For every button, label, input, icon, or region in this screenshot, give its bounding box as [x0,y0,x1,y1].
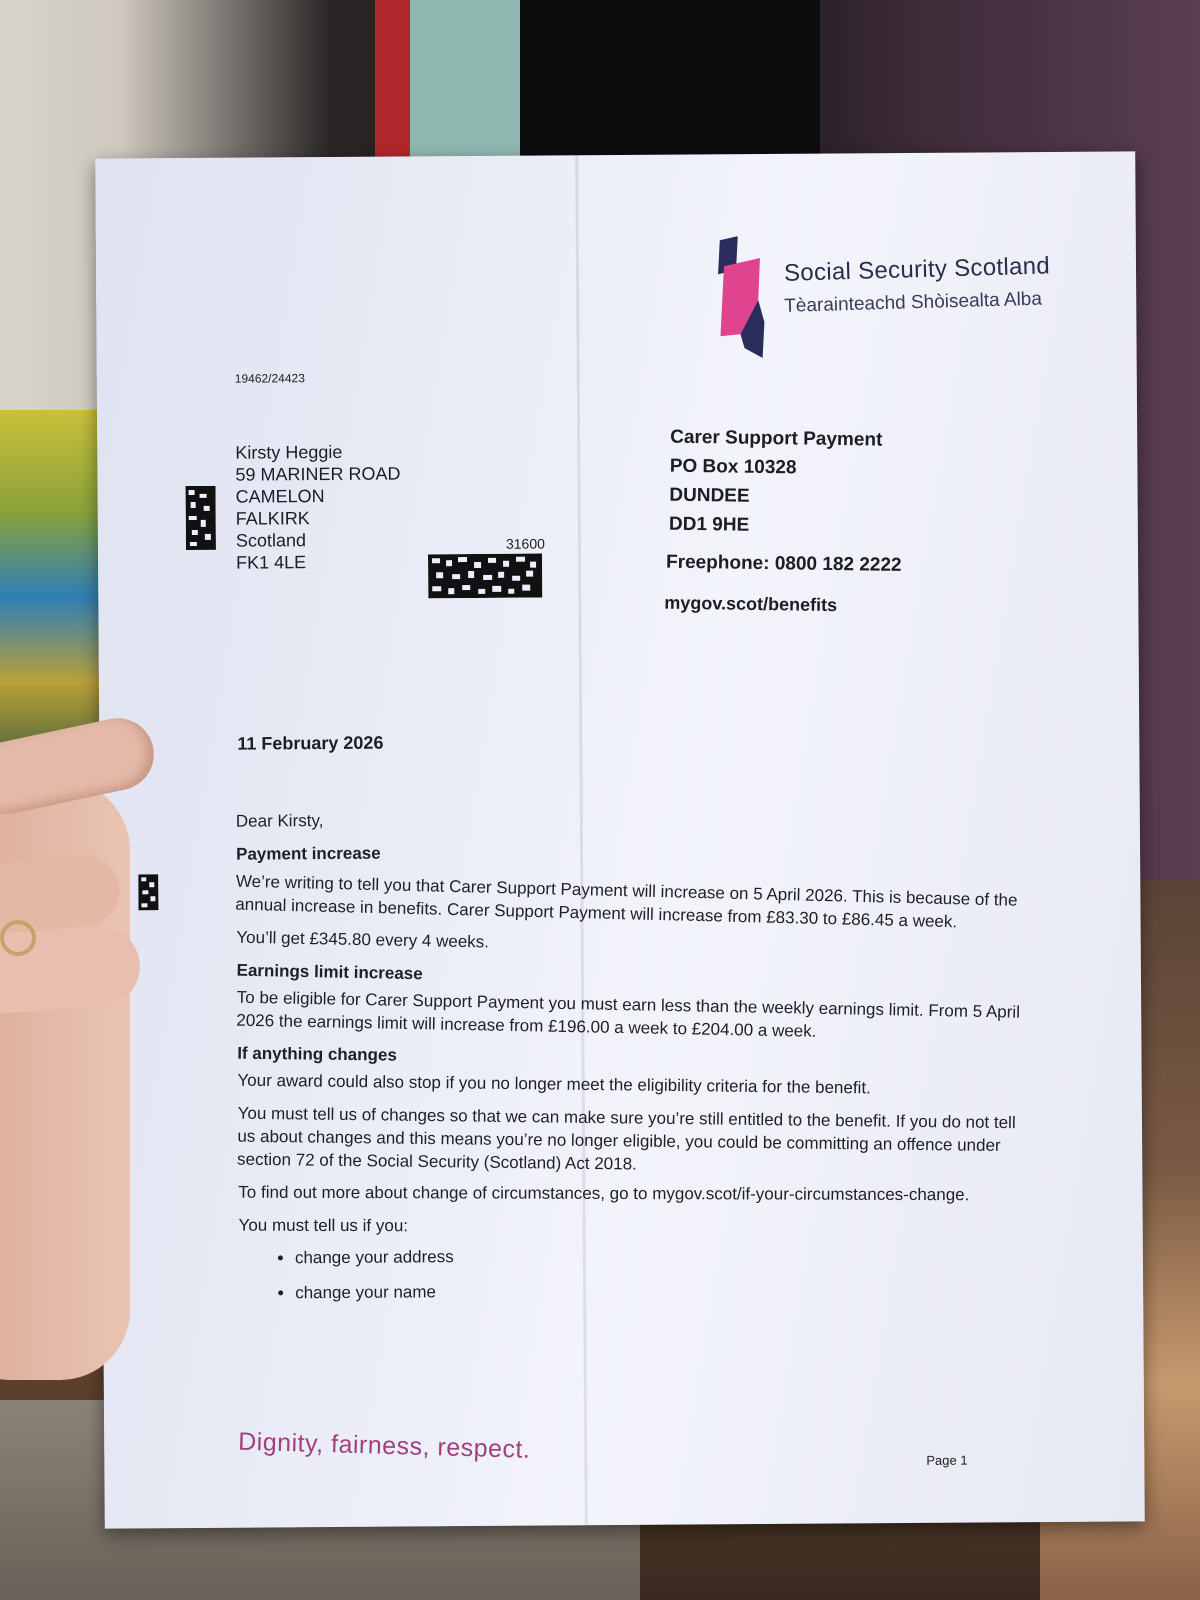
tagline: Dignity, fairness, respect. [237,1427,531,1464]
sender-line: Carer Support Payment [670,426,883,451]
org-name-gaelic: Tèarainteachd Shòisealta Alba [783,288,1043,317]
sender-line: DD1 9HE [668,513,750,536]
address-line: FALKIRK [235,508,310,529]
social-security-scotland-logo [714,236,775,358]
ring [0,920,36,956]
recipient-address [235,441,401,574]
payment-increase-heading: Payment increase [236,843,381,864]
address-line: Scotland [235,530,307,551]
letter-body [236,804,1040,1317]
org-name: Social Security Scotland [783,252,1051,287]
datamatrix-barcode [428,554,542,599]
list-item: • change your address [295,1241,1039,1269]
code-number: 31600 [505,535,545,552]
earnings-limit-text: To be eligible for Carer Support Payment you must earn less than the weekly earnings limit. From 5 April 2026 the earnings limit will increase from £196.00 a week to £204.00 a week. [236,987,1021,1041]
letter-paper [95,151,1145,1528]
reference-number: 19462/24423 [234,371,305,386]
address-line: CAMELON [235,486,325,507]
address-line: 59 MARINER ROAD [235,463,401,485]
salutation: Dear Kirsty, [235,811,324,831]
page-number: Page 1 [926,1452,968,1468]
website-link: mygov.scot/benefits [664,592,838,616]
address-line: FK1 4LE [235,552,307,573]
datamatrix-barcode-side [138,874,158,910]
sender-line: DUNDEE [669,484,750,507]
list-item: • change your name [295,1276,1039,1304]
background-teal-clothing [410,0,520,175]
if-anything-changes-heading: If anything changes [237,1043,398,1065]
earnings-limit-heading: Earnings limit increase [236,960,423,984]
freephone-number: Freephone: 0800 182 2222 [665,551,902,576]
must-tell-text: You must tell us if you: [238,1215,409,1236]
payment-increase-text: We’re writing to tell you that Carer Support Payment will increase on 5 April 2026. This is because of the annual increase in benefits. Carer Support Payment will increase from £83.30 to £86.45 a week. [235,871,1018,932]
letter-date: 11 February 2026 [237,732,384,754]
sender-address [669,427,883,546]
changes-list [239,1241,1039,1305]
sender-line: PO Box 10328 [669,455,797,479]
background-dark-clothing [520,0,820,165]
changes-text-2: You must tell us of changes so that we can make sure you’re still entitled to the benefit. If you do not tell us about changes and this means you’re no longer eligible, you could be committing an offence under section 72 of the Social Security (Scotland) Act 2018. [236,1103,1016,1174]
datamatrix-barcode-small [186,486,216,550]
address-line: Kirsty Heggie [235,441,343,463]
payment-total-text: You’ll get £345.80 every 4 weeks. [236,927,490,952]
changes-text-1: Your award could also stop if you no longer meet the eligibility criteria for the benefit. [237,1070,871,1098]
changes-text-3: To find out more about change of circumstances, go to mygov.scot/if-your-circumstances-change. [238,1182,970,1205]
